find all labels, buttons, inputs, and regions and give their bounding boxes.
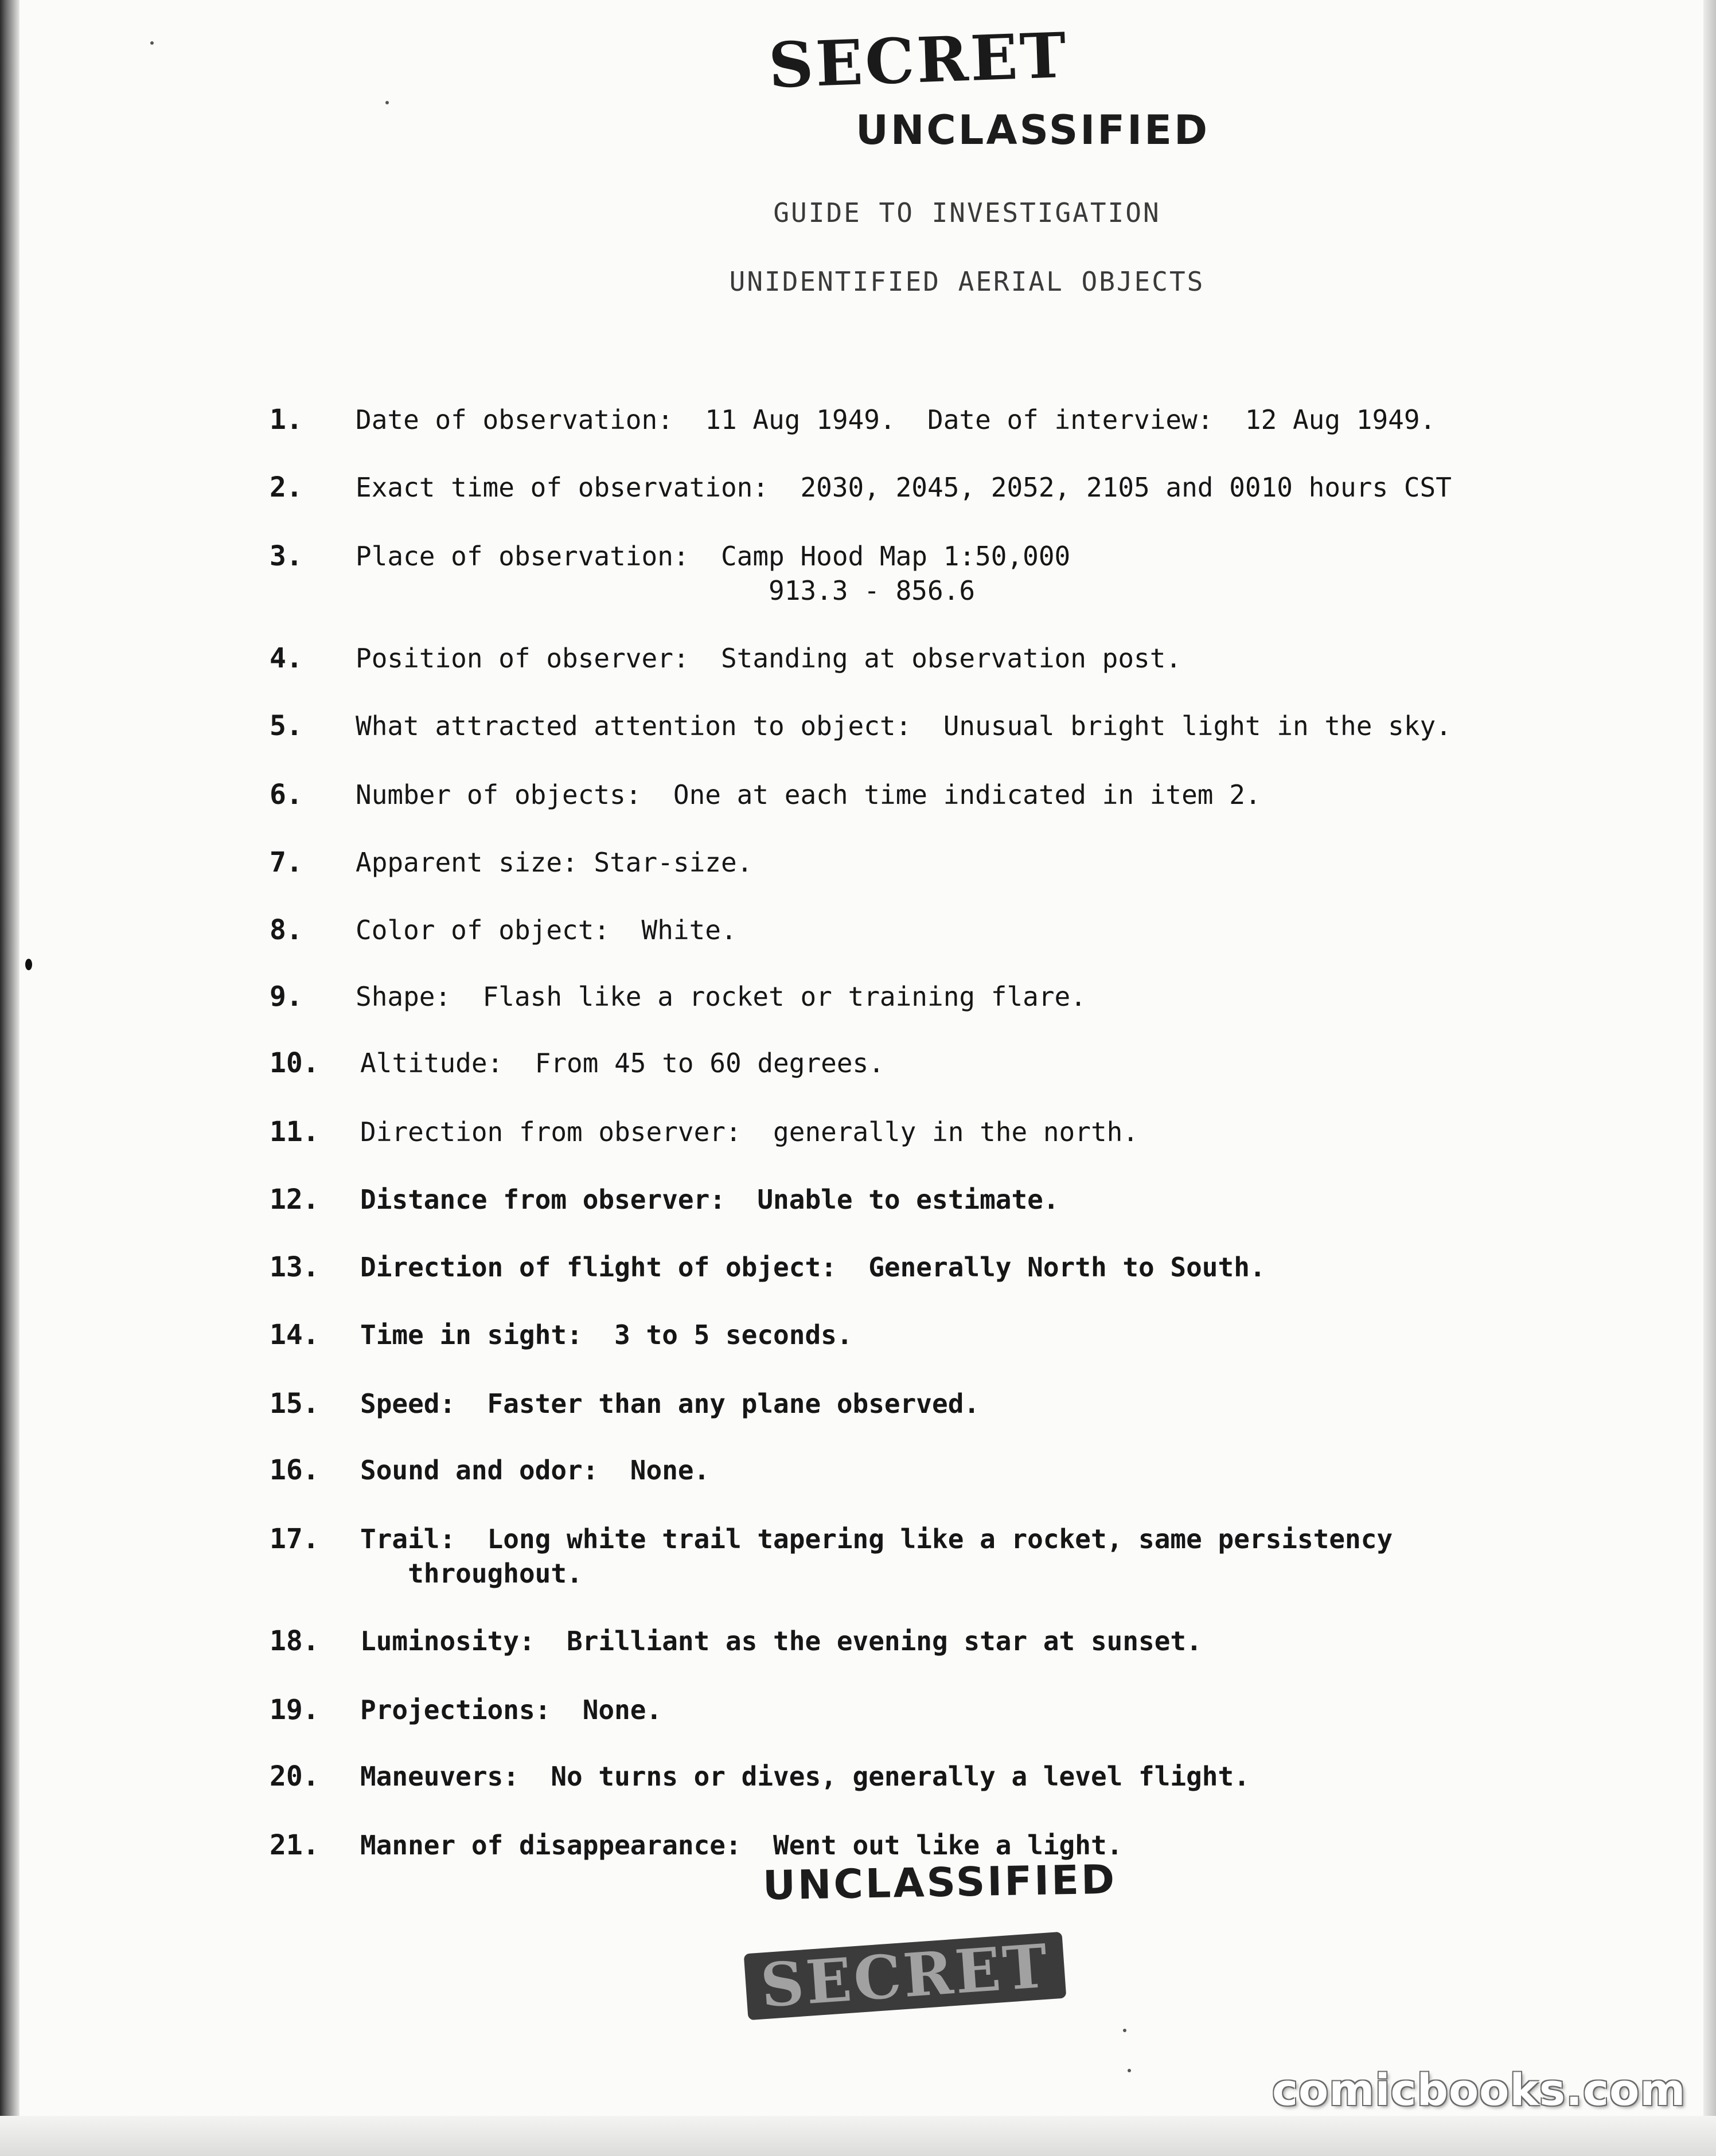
scan-bottom-edge [0,2116,1716,2156]
item-text: Position of observer: Standing at observation post. [356,643,1182,674]
item-number: 1. [270,404,303,436]
item-text: Distance from observer: Unable to estimate. [360,1184,1059,1215]
item-text: Time in sight: 3 to 5 seconds. [360,1319,853,1350]
item-text: Exact time of observation: 2030, 2045, 2052, 2105 and 0010 hours CST [356,472,1452,503]
item-text: Color of object: White. [356,915,737,946]
item-text: Maneuvers: No turns or dives, generally a level flight. [360,1761,1250,1792]
item-number: 2. [270,471,303,503]
item-number: 10. [270,1047,319,1079]
item-number: 17. [270,1523,319,1555]
scan-speck [1128,2069,1131,2072]
item-text: Projections: None. [360,1694,662,1725]
item-number: 8. [270,914,303,946]
item-number: 9. [270,981,303,1013]
document-title-line2: UNIDENTIFIED AERIAL OBJECTS [729,266,1205,297]
watermark-logo: comicbooks.com [1272,2064,1686,2115]
item-text: Sound and odor: None. [360,1455,710,1486]
scan-speck [1123,2029,1126,2032]
item-text: Trail: Long white trail tapering like a rocket, same persistency throughout. [360,1524,1393,1589]
scan-speck [25,959,32,970]
item-number: 19. [270,1694,319,1726]
item-text: What attracted attention to object: Unusual bright light in the sky. [356,710,1452,741]
item-number: 16. [270,1454,319,1486]
item-number: 6. [270,779,303,811]
item-text: Direction of flight of object: Generally North to South. [360,1252,1266,1283]
item-text: Place of observation: Camp Hood Map 1:50,000 913.3 - 856.6 [356,541,1071,606]
item-number: 12. [270,1184,319,1216]
item-number: 13. [270,1251,319,1283]
item-text: Direction from observer: generally in the north. [360,1116,1139,1147]
scan-left-edge [0,0,20,2156]
item-number: 4. [270,642,303,674]
item-text: Speed: Faster than any plane observed. [360,1388,980,1419]
item-text: Luminosity: Brilliant as the evening star at sunset. [360,1626,1202,1657]
item-number: 18. [270,1625,319,1657]
unclassified-stamp-top: UNCLASSIFIED [856,107,1210,154]
item-number: 7. [270,846,303,878]
item-text: Shape: Flash like a rocket or training flare. [356,981,1086,1012]
document-title-line1: GUIDE TO INVESTIGATION [773,197,1161,228]
scan-speck [150,41,154,45]
item-number: 15. [270,1388,319,1420]
item-text: Date of observation: 11 Aug 1949. Date of interview: 12 Aug 1949. [356,404,1436,435]
item-number: 5. [270,710,303,742]
item-number: 11. [270,1116,319,1148]
item-text: Apparent size: Star-size. [356,847,753,878]
secret-stamp-top: SECRET [767,19,1070,103]
scan-speck [385,101,389,104]
item-number: 21. [270,1829,319,1861]
item-text: Number of objects: One at each time indicated in item 2. [356,779,1261,810]
item-text: Altitude: From 45 to 60 degrees. [360,1048,884,1079]
item-number: 14. [270,1319,319,1351]
unclassified-stamp-bottom: UNCLASSIFIED [762,1856,1117,1909]
item-number: 3. [270,540,303,572]
item-number: 20. [270,1760,319,1792]
secret-stamp-bottom: SECRET [744,1932,1067,2021]
item-text: Manner of disappearance: Went out like a light. [360,1830,1123,1861]
scan-right-edge [1703,0,1716,2156]
